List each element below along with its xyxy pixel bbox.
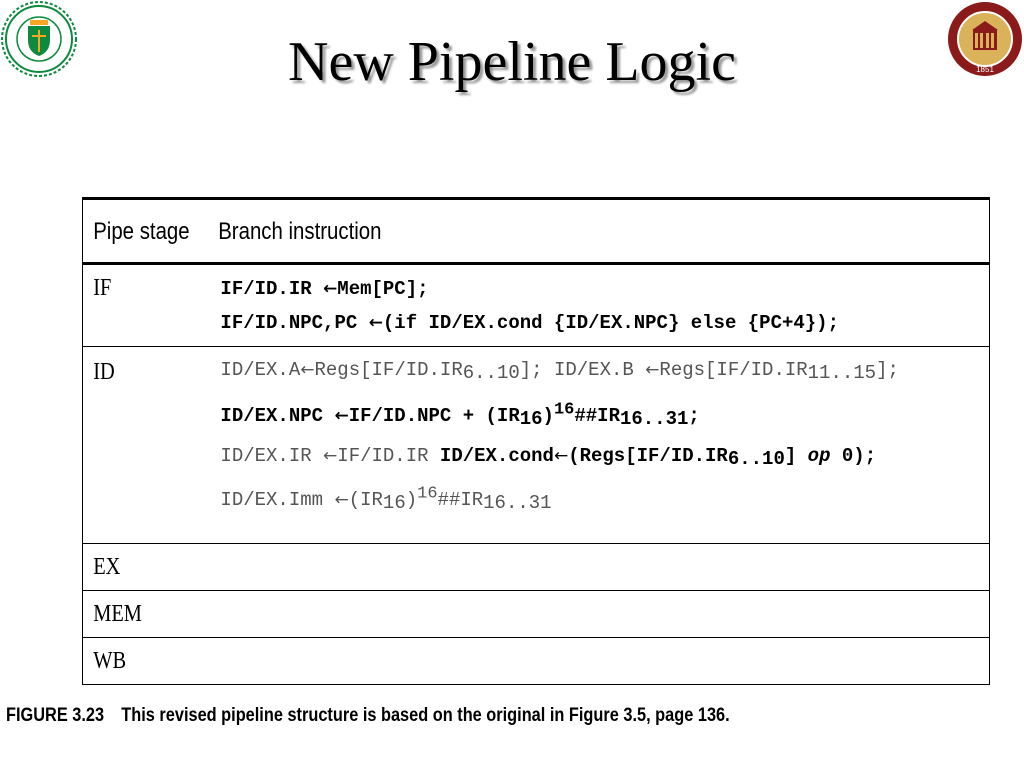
stage-label-ex: EX bbox=[93, 554, 121, 580]
pipeline-table bbox=[82, 197, 990, 685]
stage-label-id: ID bbox=[93, 359, 115, 385]
if-line-2: IF/ID.NPC,PC ←(if ID/EX.cond {ID/EX.NPC} else {PC+4}); bbox=[220, 312, 839, 334]
stage-label-mem: MEM bbox=[93, 601, 142, 627]
id-line-3: ID/EX.IR ←IF/ID.IR $ID/EX.cond\leftarrow(Regs[IF/ID.IR_{6..10}]$ op 0); bbox=[220, 445, 877, 471]
fsu-seal-year: 1851 bbox=[976, 65, 994, 74]
figure-label: FIGURE 3.23 bbox=[6, 705, 105, 726]
stage-label-wb: WB bbox=[93, 648, 127, 674]
table-header-row bbox=[83, 199, 990, 264]
if-line-1: IF/ID.IR ←Mem[PC]; bbox=[220, 278, 429, 300]
table-row-wb bbox=[83, 638, 990, 685]
header-branch-instruction: Branch instruction bbox=[218, 218, 382, 245]
id-line-4: ID/EX.Imm $\leftarrow(IR_{16})^{16}\#\#IR_{16..31}$ bbox=[220, 484, 552, 515]
table-row-if bbox=[83, 264, 990, 347]
slide-title: New Pipeline Logic bbox=[288, 31, 736, 93]
figure-caption bbox=[6, 705, 730, 727]
table-row-id bbox=[83, 347, 990, 544]
if-code bbox=[220, 265, 1001, 334]
figure-caption-text: This revised pipeline structure is based on the original in Figure 3.5, page 136. bbox=[121, 705, 730, 726]
header-cell-stage bbox=[83, 199, 209, 264]
id-code bbox=[220, 347, 1001, 515]
id-line-1: $ID/EX.A\leftarrow Regs[IF/ID.IR_{6..10}]$; ID/EX.B $\leftarrow Regs[IF/ID.IR_{11..15}]$; bbox=[220, 359, 899, 385]
table-row-mem bbox=[83, 591, 990, 638]
header-pipe-stage: Pipe stage bbox=[93, 218, 190, 245]
id-line-2: ID/EX.NPC ←IF/ID.NPC + $(IR_{16})^{16}\#\#IR_{16..31}$; bbox=[220, 400, 700, 431]
header-cell-instruction bbox=[208, 199, 989, 264]
table-row-ex bbox=[83, 544, 990, 591]
stage-label-if: IF bbox=[93, 275, 112, 301]
